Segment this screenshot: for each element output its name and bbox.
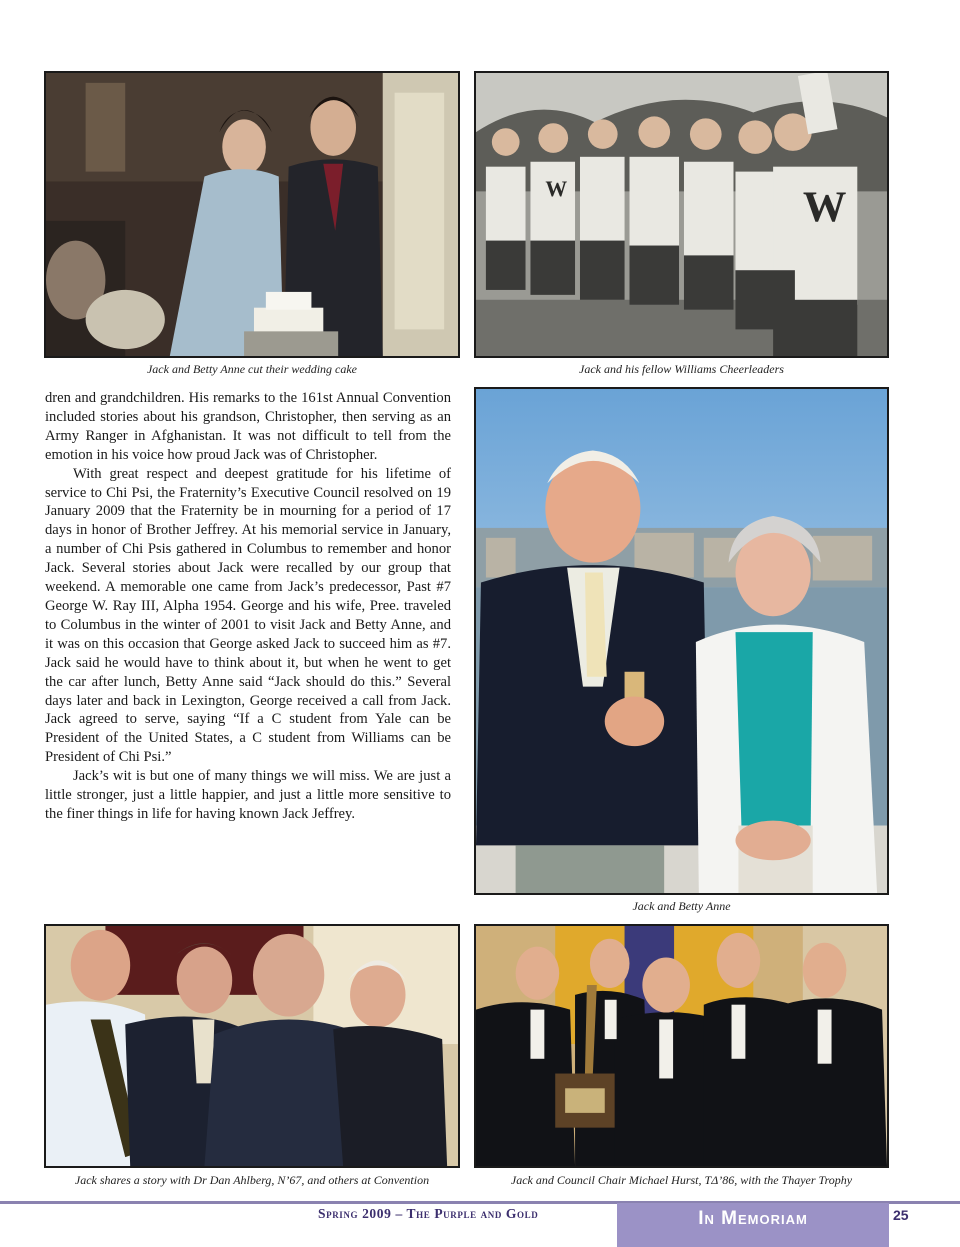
article-body xyxy=(45,389,451,824)
caption-convention-story: Jack shares a story with Dr Dan Ahlberg, N’67, and others at Convention xyxy=(74,1173,430,1187)
svg-text:W: W xyxy=(802,182,847,231)
article-paragraph: Jack’s wit is but one of many things we will miss. We are just a little stronger, just a little happier, and just a little more sensitive to the finer things in life for having known Jack Jeffrey. xyxy=(45,768,451,822)
svg-text:W: W xyxy=(545,177,568,202)
photo-cheerleaders xyxy=(474,71,889,358)
photo-thayer-trophy xyxy=(474,924,889,1168)
caption-thayer-trophy: Jack and Council Chair Michael Hurst, TΔ’86, with the Thayer Trophy xyxy=(510,1173,853,1187)
footer-publication: Spring 2009 – The Purple and Gold xyxy=(318,1206,539,1221)
section-title: In Memoriam xyxy=(698,1208,808,1229)
caption-jack-and-betty-anne: Jack and Betty Anne xyxy=(632,899,731,913)
page-number: 25 xyxy=(893,1207,909,1223)
article-paragraph: With great respect and deepest gratitude for his lifetime of service to Chi Psi, the Fraternity’s Executive Council resolved on 19 January 2009 that the Fraternity be in mourning for a period of 17 days in honor of Brother Jeffrey. At his memorial service in January, a number of Chi Psis gathered in Columbus to remember and honor Jack. Several stories about Jack were recalled by our group that weekend. A memorable one came from Jack’s predecessor, Past #7 George W. Ray III, Alpha 1954. George and his wife, Pree. traveled to Columbus in the winter of 2001 to visit Jack and Betty Anne, and it was on this occasion that George asked Jack to succeed him as #7. Jack said he would have to think about it, but when he went to get the car after lunch, Betty Anne said “Jack should do this.” Several days later and back in Lexington, George received a call from Jack. Jack agreed to serve, saying “If a C student from Yale can be President of the United States, a C student from Williams can be President of Chi Psi.” xyxy=(45,465,451,766)
photo-jack-and-betty-anne xyxy=(474,387,889,895)
caption-wedding-cake: Jack and Betty Anne cut their wedding cake xyxy=(146,362,358,376)
photo-wedding-cake xyxy=(44,71,460,358)
caption-cheerleaders: Jack and his fellow Williams Cheerleaders xyxy=(579,362,784,376)
photo-convention-story xyxy=(44,924,460,1168)
section-banner xyxy=(617,1203,889,1247)
article-paragraph: dren and grandchildren. His remarks to the 161st Annual Convention included stories about his grandson, Christopher, then serving as an Army Ranger in Afghanistan. It was not difficult to tell from the emotion in his voice how proud Jack was of Christopher. xyxy=(45,390,451,463)
